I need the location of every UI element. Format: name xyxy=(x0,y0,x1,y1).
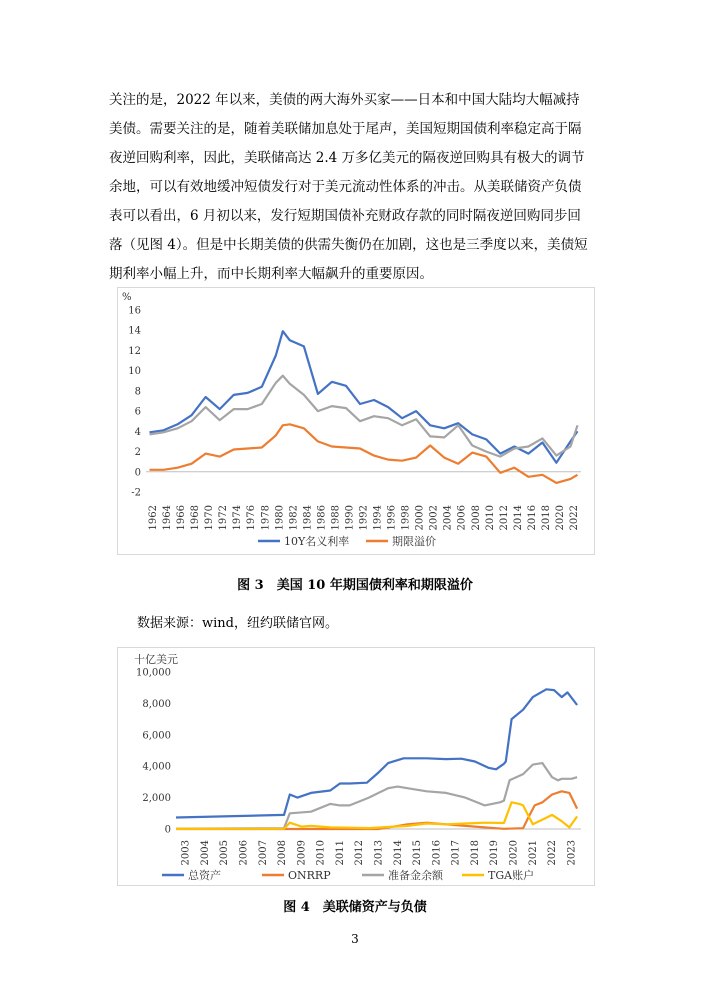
y-tick-label: -2 xyxy=(131,487,141,499)
x-tick-label: 1962 xyxy=(148,505,160,531)
x-tick-label: 1980 xyxy=(274,505,286,531)
series-line xyxy=(150,376,578,457)
x-tick-label: 2008 xyxy=(277,840,289,866)
figure3-source: 数据来源：wind，纽约联储官网。 xyxy=(137,616,338,631)
x-tick-label: 2004 xyxy=(442,505,454,531)
x-tick-label: 2022 xyxy=(568,505,580,531)
figure3-chart xyxy=(118,288,594,554)
x-tick-label: 1976 xyxy=(246,505,258,531)
x-tick-label: 1984 xyxy=(302,505,314,531)
x-tick-label: 2013 xyxy=(373,840,385,866)
y-tick-label: 2,000 xyxy=(142,793,171,805)
body-line: 落（见图 4）。但是中长期美债的供需失衡仍在加剧，这也是三季度以来，美债短 xyxy=(109,237,588,253)
x-tick-label: 2010 xyxy=(484,505,496,531)
body-paragraph xyxy=(109,86,605,289)
figure4-chart-frame xyxy=(117,647,595,886)
y-tick-label: 8 xyxy=(134,386,141,398)
x-tick-label: 1968 xyxy=(190,505,202,531)
x-tick-label: 2004 xyxy=(199,840,211,866)
x-tick-label: 1982 xyxy=(288,505,300,531)
x-tick-label: 1990 xyxy=(344,505,356,531)
page-number: 3 xyxy=(351,932,359,946)
x-tick-label: 2019 xyxy=(489,840,501,866)
figure4-caption: 图 4 美联储资产与负债 xyxy=(283,900,427,915)
x-tick-label: 1966 xyxy=(176,505,188,531)
x-tick-label: 2007 xyxy=(257,840,269,866)
figure4-chart xyxy=(118,648,594,885)
series-line xyxy=(176,791,577,829)
series-line xyxy=(150,331,578,463)
y-tick-label: 12 xyxy=(128,345,141,357)
series-line xyxy=(150,424,578,483)
x-tick-label: 2009 xyxy=(296,840,308,866)
body-line: 期利率小幅上升，而中长期利率大幅飙升的重要原因。 xyxy=(109,266,433,282)
y-tick-label: 2 xyxy=(134,447,141,459)
y-tick-label: 6,000 xyxy=(142,730,171,742)
x-tick-label: 1996 xyxy=(386,505,398,531)
body-line: 余地，可以有效地缓冲短债发行对于美元流动性体系的冲击。从美联储资产负债 xyxy=(109,179,582,195)
x-tick-label: 2020 xyxy=(554,505,566,531)
legend-label: 准备金余额 xyxy=(388,869,443,882)
x-tick-label: 1988 xyxy=(330,505,342,531)
legend-label: 10Y名义利率 xyxy=(284,535,350,548)
x-tick-label: 1974 xyxy=(232,505,244,531)
figure3-chart-frame xyxy=(117,287,595,555)
x-tick-label: 2022 xyxy=(547,840,559,866)
y-tick-label: 4 xyxy=(134,426,141,438)
x-tick-label: 1970 xyxy=(204,505,216,531)
figure3-caption: 图 3 美国 10 年期国债利率和期限溢价 xyxy=(237,578,473,593)
x-tick-label: 2010 xyxy=(315,840,327,866)
x-tick-label: 2011 xyxy=(334,840,346,866)
x-tick-label: 1992 xyxy=(358,505,370,531)
legend-label: 总资产 xyxy=(188,869,221,882)
x-tick-label: 2021 xyxy=(527,840,539,866)
x-tick-label: 2012 xyxy=(354,840,366,866)
x-tick-label: 2020 xyxy=(508,840,520,866)
x-tick-label: 2014 xyxy=(512,505,524,531)
body-line: 关注的是，2022 年以来，美债的两大海外买家——日本和中国大陆均大幅减持 xyxy=(109,92,580,108)
x-tick-label: 1978 xyxy=(260,505,272,531)
x-tick-label: 2016 xyxy=(431,840,443,866)
x-tick-label: 2006 xyxy=(238,840,250,866)
body-line: 美债。需要关注的是，随着美联储加息处于尾声，美国短期国债利率稳定高于隔 xyxy=(109,121,582,137)
x-tick-label: 1994 xyxy=(372,505,384,531)
x-tick-label: 2016 xyxy=(526,505,538,531)
x-tick-label: 1998 xyxy=(400,505,412,531)
body-line: 夜逆回购利率，因此，美联储高达 2.4 万多亿美元的隔夜逆回购具有极大的调节 xyxy=(109,150,585,166)
legend-label: 期限溢价 xyxy=(392,535,436,548)
y-tick-label: 14 xyxy=(128,325,141,337)
y-tick-label: 10 xyxy=(128,366,141,378)
y-tick-label: 4,000 xyxy=(142,761,171,773)
legend-label: ONRRP xyxy=(288,869,331,882)
x-tick-label: 1986 xyxy=(316,505,328,531)
x-tick-label: 2005 xyxy=(219,840,231,866)
x-tick-label: 2008 xyxy=(470,505,482,531)
body-line: 表可以看出，6 月初以来，发行短期国债补充财政存款的同时隔夜逆回购同步回 xyxy=(109,208,581,224)
x-tick-label: 2018 xyxy=(469,840,481,866)
y-tick-label: 0 xyxy=(134,467,141,479)
x-tick-label: 2003 xyxy=(180,840,192,866)
x-tick-label: 1964 xyxy=(162,505,174,531)
legend-label: TGA账户 xyxy=(488,869,535,882)
x-tick-label: 1972 xyxy=(218,505,230,531)
y-tick-label: 10,000 xyxy=(136,667,171,679)
x-tick-label: 2000 xyxy=(414,505,426,531)
y-tick-label: 16 xyxy=(128,305,141,317)
x-tick-label: 2006 xyxy=(456,505,468,531)
x-tick-label: 2023 xyxy=(566,840,578,866)
y-tick-label: 8,000 xyxy=(142,698,171,710)
x-tick-label: 2018 xyxy=(540,505,552,531)
x-tick-label: 2012 xyxy=(498,505,510,531)
y-unit-label: 十亿美元 xyxy=(134,653,178,666)
y-tick-label: 6 xyxy=(134,406,141,418)
y-unit-label: % xyxy=(122,292,132,303)
x-tick-label: 2015 xyxy=(412,840,424,866)
x-tick-label: 2017 xyxy=(450,840,462,866)
x-tick-label: 2014 xyxy=(392,840,404,866)
series-line xyxy=(176,689,577,817)
y-tick-label: 0 xyxy=(164,824,171,836)
x-tick-label: 2002 xyxy=(428,505,440,531)
